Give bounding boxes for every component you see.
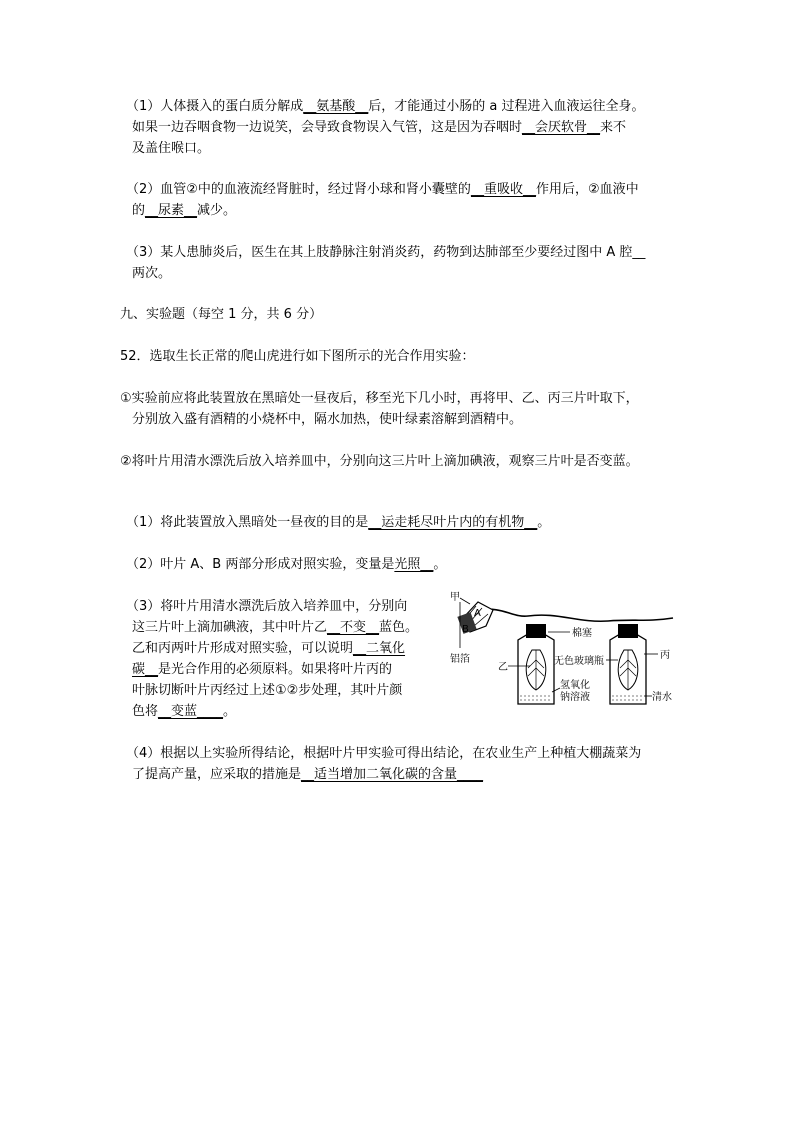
experiment-diagram xyxy=(448,588,680,710)
q52-p3-line5: 叶脉切断叶片丙经过上述①②步处理，其叶片颜 xyxy=(132,683,403,698)
q52-p3-line1: （3）将叶片用清水漂洗后放入培养皿中，分别向 xyxy=(126,599,408,614)
label-foil: 铝箔 xyxy=(450,654,470,665)
label-b: B xyxy=(462,624,469,635)
q51-p1-line1: （1）人体摄入的蛋白质分解成__氨基酸__后，才能通过小肠的 a 过程进入血液运往全身。 xyxy=(126,99,645,114)
answer-urea: __尿素__ xyxy=(145,203,198,218)
answer-turns-blue: __变蓝____ xyxy=(158,704,224,719)
q52-p3-line6: 色将__变蓝____。 xyxy=(132,704,237,719)
label-naoh-1: 氢氧化 xyxy=(560,680,590,691)
q52-p1: （1）将此装置放入黑暗处一昼夜的目的是__运走耗尽叶片内的有机物__。 xyxy=(126,515,551,530)
answer-no-change: __不变__ xyxy=(327,620,380,635)
q51-p2-line2: 的__尿素__减少。 xyxy=(132,203,237,218)
bottle-water xyxy=(610,624,646,704)
answer-co2-part2: 碳__ xyxy=(132,662,159,677)
q52-p3-line2: 这三片叶上滴加碘液，其中叶片乙__不变__蓝色。 xyxy=(132,620,419,635)
answer-reabsorption: __重吸收__ xyxy=(470,182,536,197)
label-bing: 丙 xyxy=(660,650,670,661)
section-title: 九、实验题（每空 1 分，共 6 分） xyxy=(120,307,323,322)
answer-amino-acid: __氨基酸__ xyxy=(303,99,369,114)
q51-p3-line2: 两次。 xyxy=(132,266,172,281)
q52-step1-line1: ①实验前应将此装置放在黑暗处一昼夜后，移至光下几小时，再将甲、乙、丙三片叶取下， xyxy=(120,391,639,406)
leaf-jia xyxy=(457,602,493,635)
answer-light: 光照__ xyxy=(394,557,434,572)
q51-p3-line1: （3）某人患肺炎后，医生在其上肢静脉注射消炎药，药物到达肺部至少要经过图中 A 腔__ xyxy=(126,245,646,260)
label-cotton-plug: 棉塞 xyxy=(572,628,592,639)
label-jia: 甲 xyxy=(450,592,460,603)
q52-p2: （2）叶片 A、B 两部分形成对照实验，变量是光照__。 xyxy=(126,557,447,572)
q52-p3-line4: 碳__是光合作用的必须原料。如果将叶片丙的 xyxy=(132,662,393,677)
vine-stem xyxy=(478,609,673,621)
q52-step2: ②将叶片用清水漂洗后放入培养皿中，分别向这三片叶上滴加碘液，观察三片叶是否变蓝。 xyxy=(120,454,639,469)
answer-co2-part1: __二氧化 xyxy=(353,641,406,656)
q51-p2-line1: （2）血管②中的血液流经肾脏时，经过肾小球和肾小囊壁的__重吸收__作用后，②血液中 xyxy=(126,182,639,197)
label-glass-bottle: 无色玻璃瓶 xyxy=(554,656,604,667)
answer-deplete-organic-matter: __运走耗尽叶片内的有机物__ xyxy=(368,515,538,530)
bottle-naoh xyxy=(518,624,554,704)
label-yi: 乙 xyxy=(498,662,508,673)
q51-p1-line3: 及盖住喉口。 xyxy=(132,141,211,156)
q52-p4-line2: 了提高产量，应采取的措施是__适当增加二氧化碳的含量____ xyxy=(132,767,484,782)
label-a: A xyxy=(474,608,481,619)
label-water: 清水 xyxy=(652,692,672,703)
q52-step1-line2: 分别放入盛有酒精的小烧杯中，隔水加热，使叶绿素溶解到酒精中。 xyxy=(132,412,523,427)
label-naoh-2: 钠溶液 xyxy=(560,692,590,703)
q52-p3-line3: 乙和丙两叶片形成对照实验，可以说明__二氧化 xyxy=(132,641,406,656)
answer-epiglottis: __会厌软骨__ xyxy=(522,120,601,135)
answer-increase-co2: __适当增加二氧化碳的含量____ xyxy=(301,767,484,782)
q52-intro: 52．选取生长正常的爬山虎进行如下图所示的光合作用实验： xyxy=(120,349,475,364)
q51-p1-line2: 如果一边吞咽食物一边说笑，会导致食物误入气管，这是因为吞咽时__会厌软骨__来不 xyxy=(132,120,627,135)
q52-p4-line1: （4）根据以上实验所得结论，根据叶片甲实验可得出结论，在农业生产上种植大棚蔬菜为 xyxy=(126,746,642,761)
experiment-figure xyxy=(448,588,680,710)
